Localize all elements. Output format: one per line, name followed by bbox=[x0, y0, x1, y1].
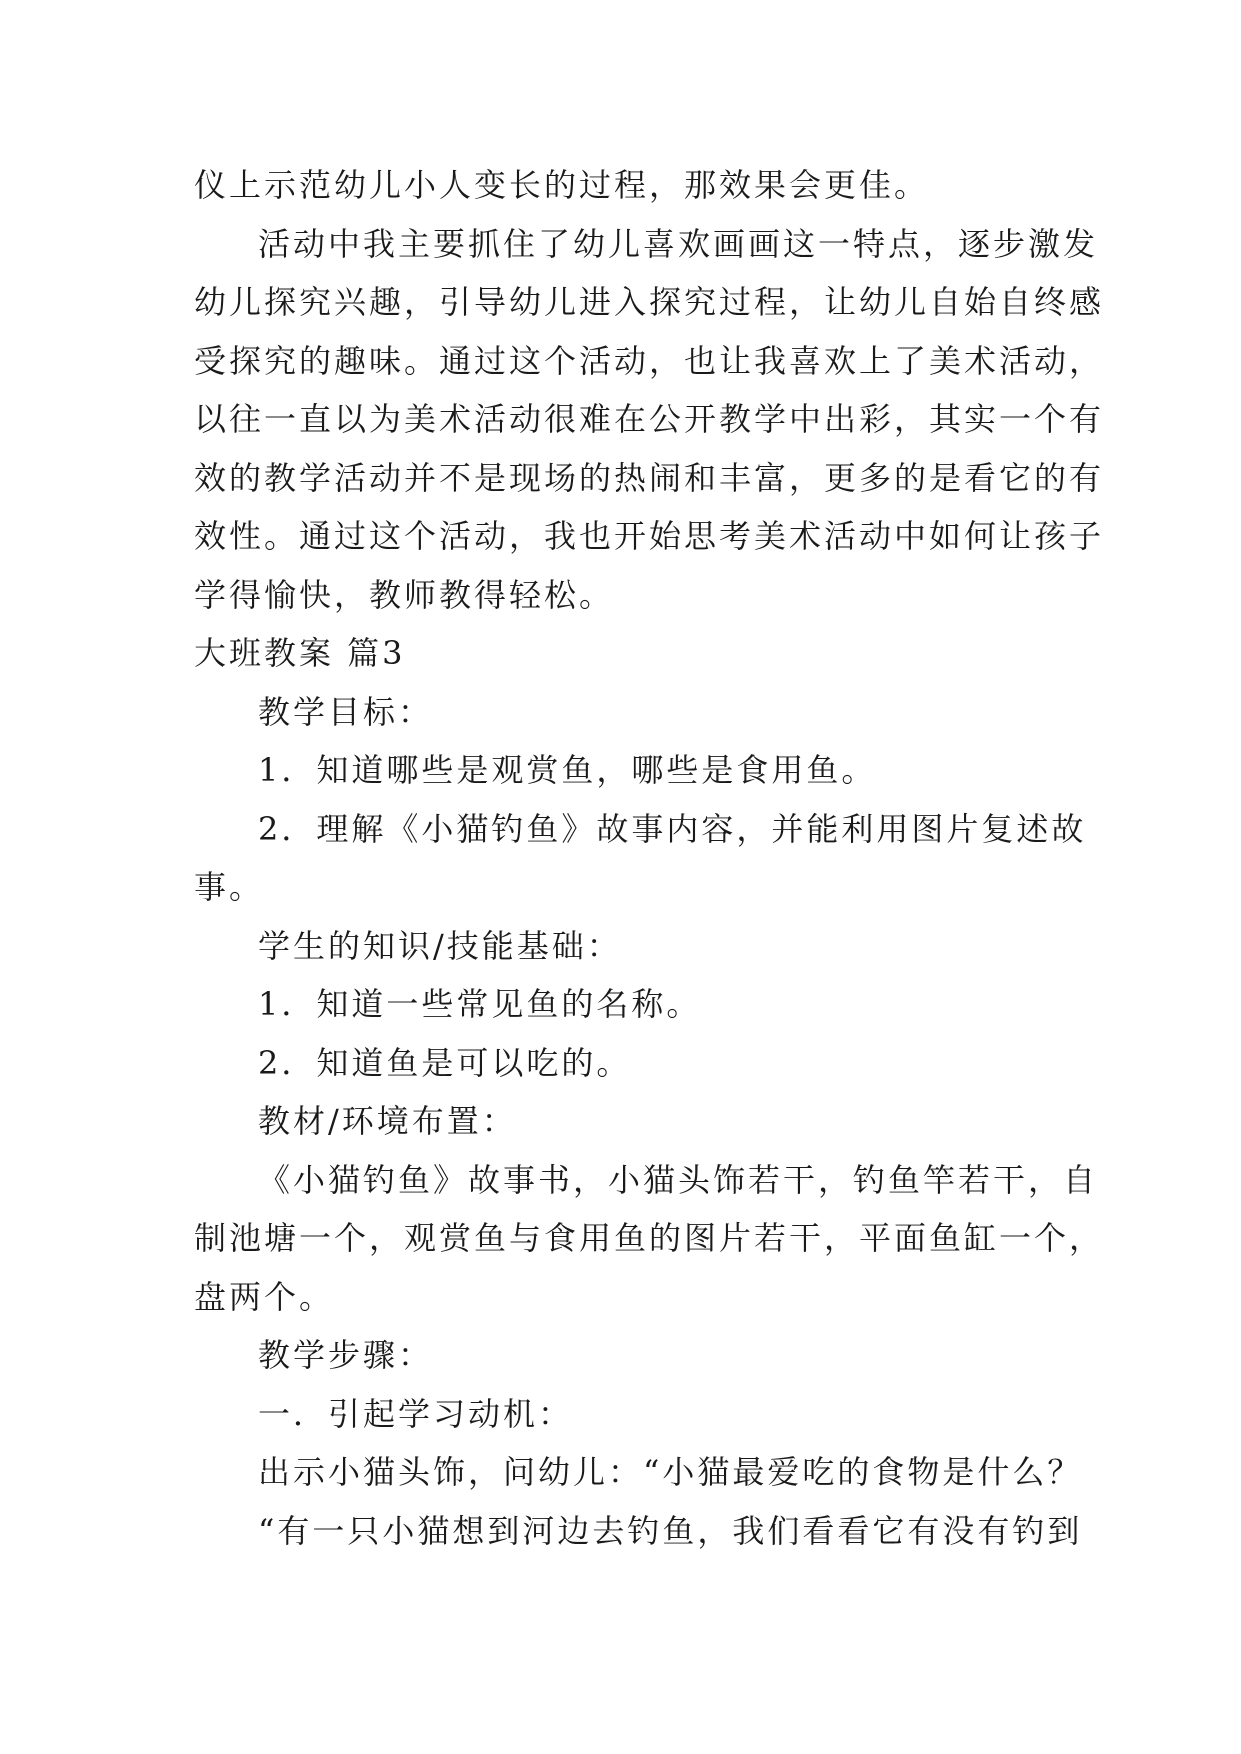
text-line: 教材/环境布置： bbox=[258, 1102, 517, 1140]
text-line: 活动中我主要抓住了幼儿喜欢画画这一特点，逐步激发 bbox=[258, 225, 1099, 263]
text-line: 盘两个。 bbox=[194, 1278, 335, 1316]
text-line: 制池塘一个，观赏鱼与食用鱼的图片若干，平面鱼缸一个， bbox=[194, 1219, 1105, 1257]
text-line: 事。 bbox=[194, 868, 265, 906]
text-line: 效性。通过这个活动，我也开始思考美术活动中如何让孩子 bbox=[194, 517, 1105, 555]
text-line: 效的教学活动并不是现场的热闹和丰富，更多的是看它的有 bbox=[194, 459, 1105, 497]
section-heading: 大班教案 篇3 bbox=[194, 634, 406, 672]
text-line: 出示小猫头饰，问幼儿：“小猫最爱吃的食物是什么？ bbox=[258, 1453, 1083, 1491]
text-line: 幼儿探究兴趣，引导幼儿进入探究过程，让幼儿自始自终感 bbox=[194, 283, 1105, 321]
text-line: 1．知道一些常见鱼的名称。 bbox=[258, 985, 702, 1023]
text-line: 教学目标： bbox=[258, 693, 434, 731]
text-line: 2．知道鱼是可以吃的。 bbox=[258, 1044, 632, 1082]
text-line: 《小猫钓鱼》故事书，小猫头饰若干，钓鱼竿若干，自 bbox=[258, 1161, 1099, 1199]
text-line: 学得愉快，教师教得轻松。 bbox=[194, 576, 615, 614]
text-line: 教学步骤： bbox=[258, 1336, 434, 1374]
text-line: 2．理解《小猫钓鱼》故事内容，并能利用图片复述故 bbox=[258, 810, 1087, 848]
text-line: 1．知道哪些是观赏鱼，哪些是食用鱼。 bbox=[258, 751, 877, 789]
text-line: 一．引起学习动机： bbox=[258, 1395, 574, 1433]
text-line: “有一只小猫想到河边去钓鱼，我们看看它有没有钓到 bbox=[258, 1512, 1083, 1550]
text-line: 学生的知识/技能基础： bbox=[258, 927, 622, 965]
text-line: 受探究的趣味。通过这个活动，也让我喜欢上了美术活动， bbox=[194, 342, 1105, 380]
text-line: 以往一直以为美术活动很难在公开教学中出彩，其实一个有 bbox=[194, 400, 1105, 438]
text-line: 仪上示范幼儿小人变长的过程，那效果会更佳。 bbox=[194, 166, 930, 204]
